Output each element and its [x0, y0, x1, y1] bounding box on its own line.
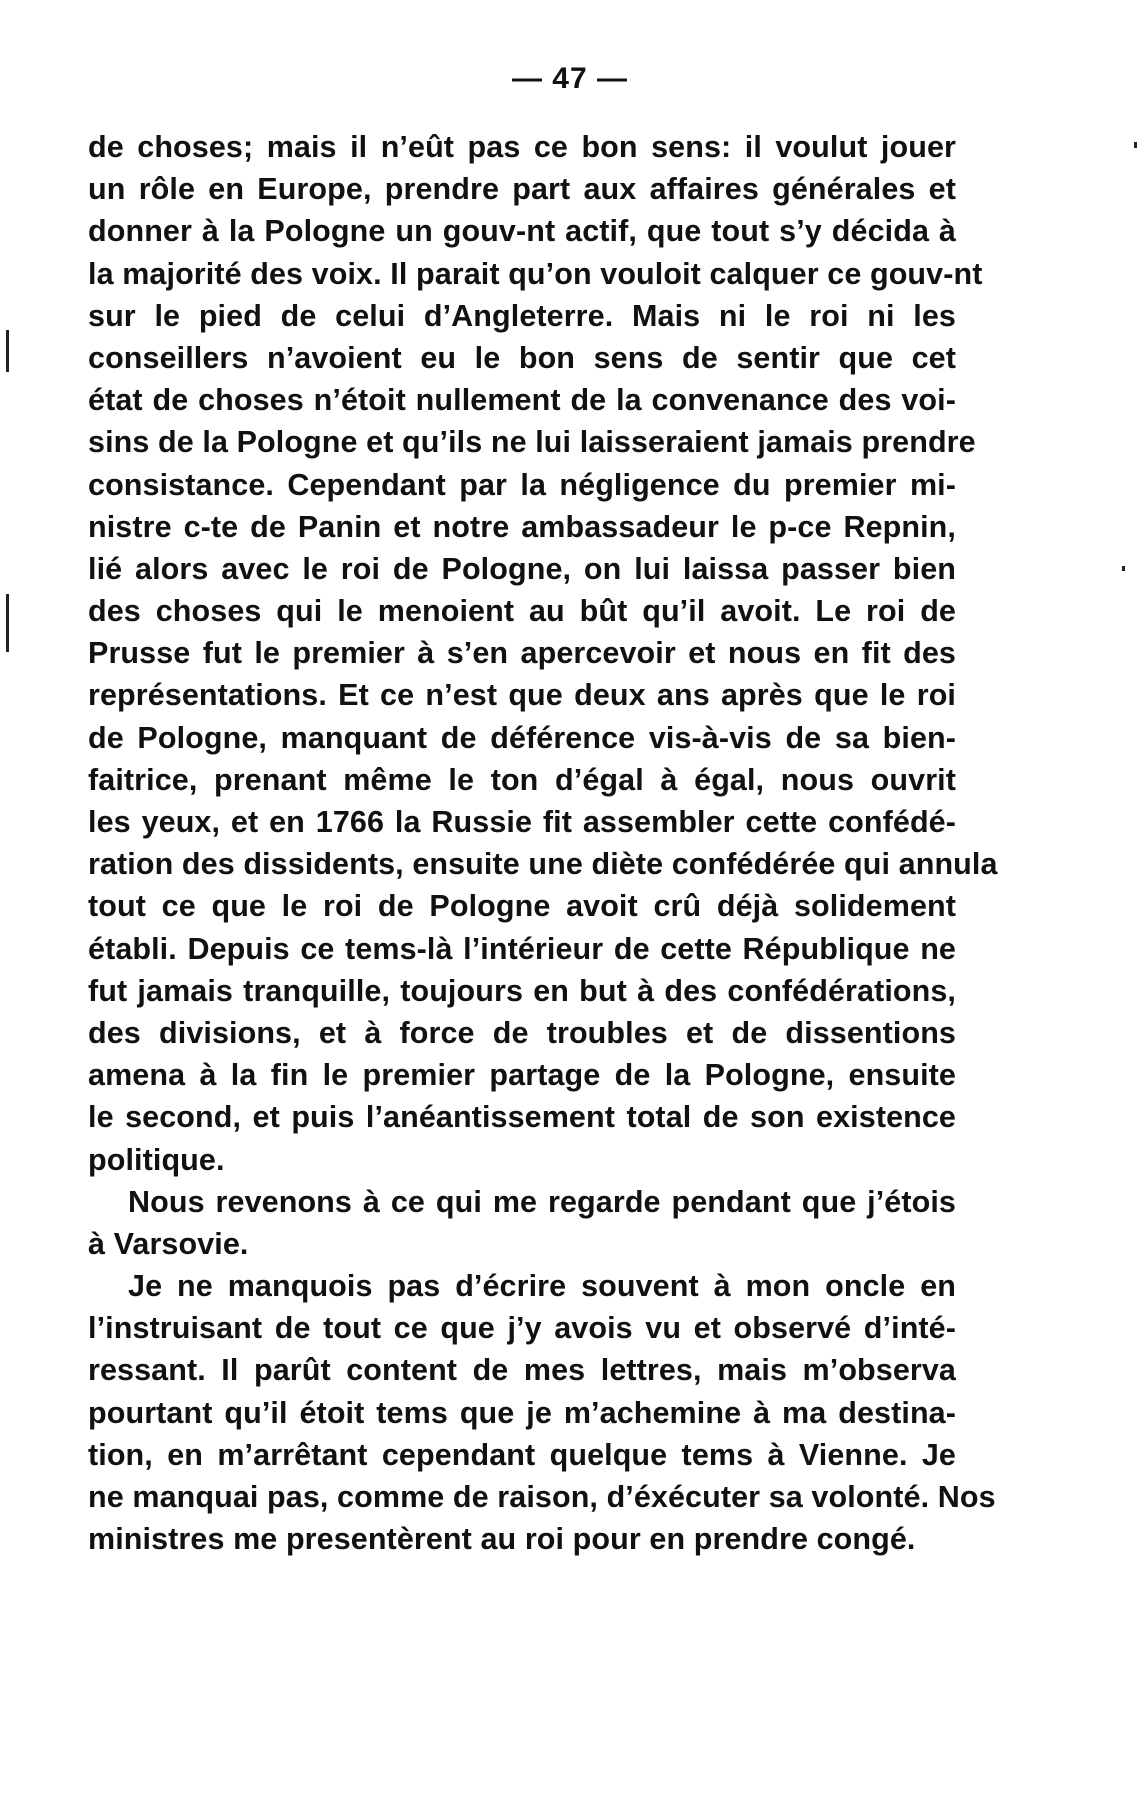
- text-line: politique.: [88, 1142, 225, 1177]
- text-line: état de choses n’étoit nullement de la convenance des voi-: [88, 383, 956, 418]
- text-line: faitrice, prenant même le ton d’égal à égal, nous ouvrit: [88, 762, 956, 797]
- text-line: ressant. Il parût content de mes lettres, mais m’observa: [88, 1353, 956, 1388]
- text-line: à Varsovie.: [88, 1226, 249, 1261]
- text-line: tout ce que le roi de Pologne avoit crû déjà solidement: [88, 889, 956, 924]
- text-line: sur le pied de celui d’Angleterre. Mais ni le roi ni les: [88, 298, 956, 333]
- margin-mark: [6, 594, 9, 652]
- text-line: ministres me presentèrent au roi pour en prendre congé.: [88, 1522, 916, 1557]
- text-line: établi. Depuis ce tems-là l’intérieur de cette République ne: [88, 931, 956, 966]
- text-line: de Pologne, manquant de déférence vis-à-vis de sa bien-: [88, 720, 956, 755]
- text-line: ne manquai pas, comme de raison, d’éxécuter sa volonté. Nos: [88, 1480, 996, 1514]
- text-line: des choses qui le menoient au bût qu’il avoit. Le roi de: [88, 594, 956, 629]
- text-line: consistance. Cependant par la négligence du premier mi-: [88, 467, 956, 502]
- text-line: ration des dissidents, ensuite une diète confédérée qui annula: [88, 847, 998, 882]
- body-text: [88, 126, 998, 1560]
- text-line: Je ne manquois pas d’écrire souvent à mon oncle en: [128, 1269, 956, 1304]
- text-line: des divisions, et à force de troubles et de dissentions: [88, 1015, 956, 1050]
- paragraph: [88, 1181, 956, 1265]
- text-line: un rôle en Europe, prendre part aux affaires générales et: [88, 172, 956, 207]
- text-line: pourtant qu’il étoit tems que je m’achemine à ma destina-: [88, 1395, 956, 1430]
- text-line: conseillers n’avoient eu le bon sens de sentir que cet: [88, 340, 956, 375]
- text-line: tion, en m’arrêtant cependant quelque tems à Vienne. Je: [88, 1437, 956, 1472]
- page-number: — 47 —: [511, 62, 629, 95]
- text-line: de choses; mais il n’eût pas ce bon sens: il voulut jouer: [88, 130, 956, 164]
- margin-mark: [1122, 566, 1125, 571]
- margin-mark: [1134, 142, 1137, 148]
- text-line: la majorité des voix. Il parait qu’on vouloit calquer ce gouv-nt: [88, 256, 983, 291]
- text-line: l’instruisant de tout ce que j’y avois vu et observé d’inté-: [88, 1311, 956, 1346]
- margin-mark: [6, 330, 9, 372]
- paragraph: [88, 1265, 996, 1560]
- paragraph: [88, 126, 998, 1181]
- text-line: Nous revenons à ce qui me regarde pendant que j’étois: [128, 1184, 956, 1219]
- text-line: représentations. Et ce n’est que deux ans après que le roi: [88, 678, 956, 713]
- text-line: donner à la Pologne un gouv-nt actif, que tout s’y décida à: [88, 214, 956, 249]
- text-line: sins de la Pologne et qu’ils ne lui laisseraient jamais prendre: [88, 425, 976, 460]
- text-line: nistre c-te de Panin et notre ambassadeur le p-ce Repnin,: [88, 509, 956, 544]
- text-line: le second, et puis l’anéantissement total de son existence: [88, 1100, 956, 1135]
- text-line: les yeux, et en 1766 la Russie fit assembler cette confédé-: [88, 805, 956, 839]
- text-line: fut jamais tranquille, toujours en but à des confédérations,: [88, 973, 956, 1008]
- text-line: Prusse fut le premier à s’en apercevoir et nous en fit des: [88, 636, 956, 671]
- text-line: lié alors avec le roi de Pologne, on lui laissa passer bien: [88, 551, 956, 586]
- text-line: amena à la fin le premier partage de la Pologne, ensuite: [88, 1058, 956, 1093]
